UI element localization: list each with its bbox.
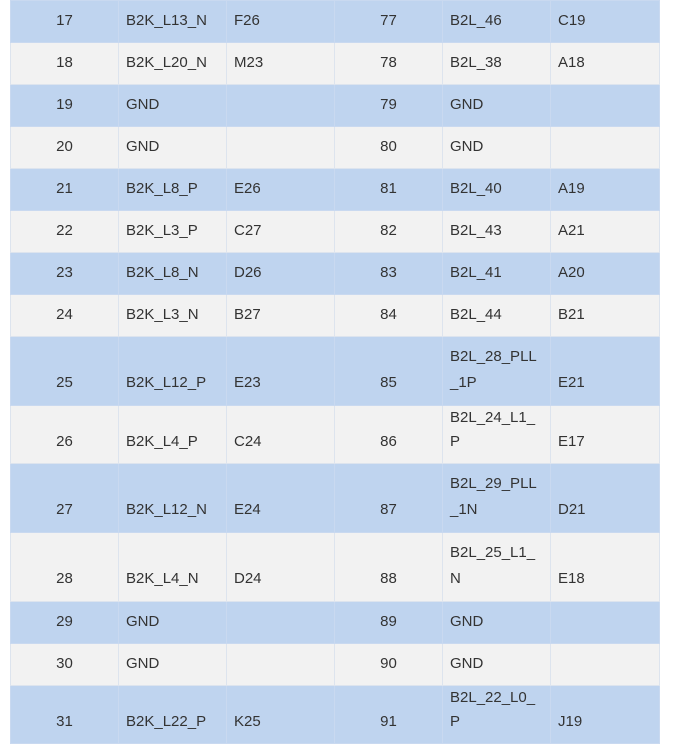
ball-location-cell: A21 xyxy=(551,211,660,253)
pin-number-cell: 22 xyxy=(11,211,119,253)
table-row xyxy=(11,295,660,337)
signal-name-cell: B2L_28_PLL_1P xyxy=(443,337,551,406)
pin-number-cell: 85 xyxy=(335,337,443,406)
pin-number-cell: 78 xyxy=(335,43,443,85)
ball-location-cell: K25 xyxy=(227,686,335,744)
pin-number-cell: 30 xyxy=(11,644,119,686)
ball-location-cell xyxy=(551,85,660,127)
signal-name-cell: GND xyxy=(119,644,227,686)
signal-name-cell: GND xyxy=(443,85,551,127)
pin-number-cell: 84 xyxy=(335,295,443,337)
pin-number-cell: 19 xyxy=(11,85,119,127)
signal-name-cell: B2K_L4_N xyxy=(119,533,227,602)
ball-location-cell: D24 xyxy=(227,533,335,602)
signal-name-cell: B2K_L8_N xyxy=(119,253,227,295)
signal-name-cell: B2L_25_L1_N xyxy=(443,533,551,602)
ball-location-cell: E24 xyxy=(227,464,335,533)
signal-name-cell: B2L_29_PLL_1N xyxy=(443,464,551,533)
pin-number-cell: 91 xyxy=(335,686,443,744)
pin-number-cell: 31 xyxy=(11,686,119,744)
ball-location-cell xyxy=(551,644,660,686)
signal-name-cell: B2L_43 xyxy=(443,211,551,253)
pin-number-cell: 90 xyxy=(335,644,443,686)
signal-name-cell: B2L_38 xyxy=(443,43,551,85)
ball-location-cell: M23 xyxy=(227,43,335,85)
signal-name-cell: B2L_40 xyxy=(443,169,551,211)
pin-number-cell: 18 xyxy=(11,43,119,85)
pin-number-cell: 79 xyxy=(335,85,443,127)
ball-location-cell: F26 xyxy=(227,1,335,43)
ball-location-cell: C19 xyxy=(551,1,660,43)
signal-name-cell: B2K_L22_P xyxy=(119,686,227,744)
signal-name-cell: GND xyxy=(119,602,227,644)
table-row xyxy=(11,253,660,295)
table-row xyxy=(11,406,660,464)
ball-location-cell: C24 xyxy=(227,406,335,464)
pin-number-cell: 88 xyxy=(335,533,443,602)
signal-name-cell: B2L_44 xyxy=(443,295,551,337)
table-row xyxy=(11,644,660,686)
signal-name-cell: GND xyxy=(443,127,551,169)
pin-number-cell: 20 xyxy=(11,127,119,169)
signal-name-cell: B2K_L3_N xyxy=(119,295,227,337)
pin-number-cell: 23 xyxy=(11,253,119,295)
signal-name-cell: B2K_L4_P xyxy=(119,406,227,464)
ball-location-cell: A18 xyxy=(551,43,660,85)
pin-number-cell: 28 xyxy=(11,533,119,602)
pin-number-cell: 86 xyxy=(335,406,443,464)
signal-name-cell: B2K_L3_P xyxy=(119,211,227,253)
table-row xyxy=(11,337,660,406)
pin-number-cell: 89 xyxy=(335,602,443,644)
pin-number-cell: 77 xyxy=(335,1,443,43)
signal-name-cell: B2K_L12_P xyxy=(119,337,227,406)
ball-location-cell xyxy=(227,127,335,169)
pin-number-cell: 81 xyxy=(335,169,443,211)
ball-location-cell: E18 xyxy=(551,533,660,602)
ball-location-cell xyxy=(551,602,660,644)
table-row xyxy=(11,464,660,533)
signal-name-cell: GND xyxy=(119,127,227,169)
pin-number-cell: 17 xyxy=(11,1,119,43)
ball-location-cell: A19 xyxy=(551,169,660,211)
pin-table-container xyxy=(10,0,659,744)
table-row xyxy=(11,169,660,211)
table-row xyxy=(11,602,660,644)
signal-name-cell: GND xyxy=(443,602,551,644)
pin-number-cell: 83 xyxy=(335,253,443,295)
table-row xyxy=(11,1,660,43)
ball-location-cell: D21 xyxy=(551,464,660,533)
pin-table-body xyxy=(11,1,660,744)
ball-location-cell: C27 xyxy=(227,211,335,253)
ball-location-cell: B27 xyxy=(227,295,335,337)
ball-location-cell: J19 xyxy=(551,686,660,744)
table-row xyxy=(11,127,660,169)
ball-location-cell: E26 xyxy=(227,169,335,211)
signal-name-cell: B2K_L13_N xyxy=(119,1,227,43)
pin-number-cell: 26 xyxy=(11,406,119,464)
ball-location-cell: D26 xyxy=(227,253,335,295)
ball-location-cell: B21 xyxy=(551,295,660,337)
pin-number-cell: 87 xyxy=(335,464,443,533)
table-row xyxy=(11,43,660,85)
ball-location-cell: E21 xyxy=(551,337,660,406)
table-row xyxy=(11,533,660,602)
ball-location-cell: E17 xyxy=(551,406,660,464)
signal-name-cell: GND xyxy=(443,644,551,686)
signal-name-cell: B2L_46 xyxy=(443,1,551,43)
pin-number-cell: 29 xyxy=(11,602,119,644)
table-row xyxy=(11,85,660,127)
pin-number-cell: 25 xyxy=(11,337,119,406)
signal-name-cell: B2L_22_L0_P xyxy=(443,686,551,744)
signal-name-cell: B2L_24_L1_P xyxy=(443,406,551,464)
signal-name-cell: B2L_41 xyxy=(443,253,551,295)
signal-name-cell: B2K_L12_N xyxy=(119,464,227,533)
ball-location-cell xyxy=(551,127,660,169)
ball-location-cell: E23 xyxy=(227,337,335,406)
pin-number-cell: 24 xyxy=(11,295,119,337)
signal-name-cell: GND xyxy=(119,85,227,127)
table-row xyxy=(11,686,660,744)
signal-name-cell: B2K_L8_P xyxy=(119,169,227,211)
table-row xyxy=(11,211,660,253)
ball-location-cell xyxy=(227,644,335,686)
pin-number-cell: 27 xyxy=(11,464,119,533)
ball-location-cell: A20 xyxy=(551,253,660,295)
pin-number-cell: 21 xyxy=(11,169,119,211)
ball-location-cell xyxy=(227,85,335,127)
ball-location-cell xyxy=(227,602,335,644)
pin-number-cell: 80 xyxy=(335,127,443,169)
signal-name-cell: B2K_L20_N xyxy=(119,43,227,85)
pin-assignment-table xyxy=(10,0,660,744)
pin-number-cell: 82 xyxy=(335,211,443,253)
